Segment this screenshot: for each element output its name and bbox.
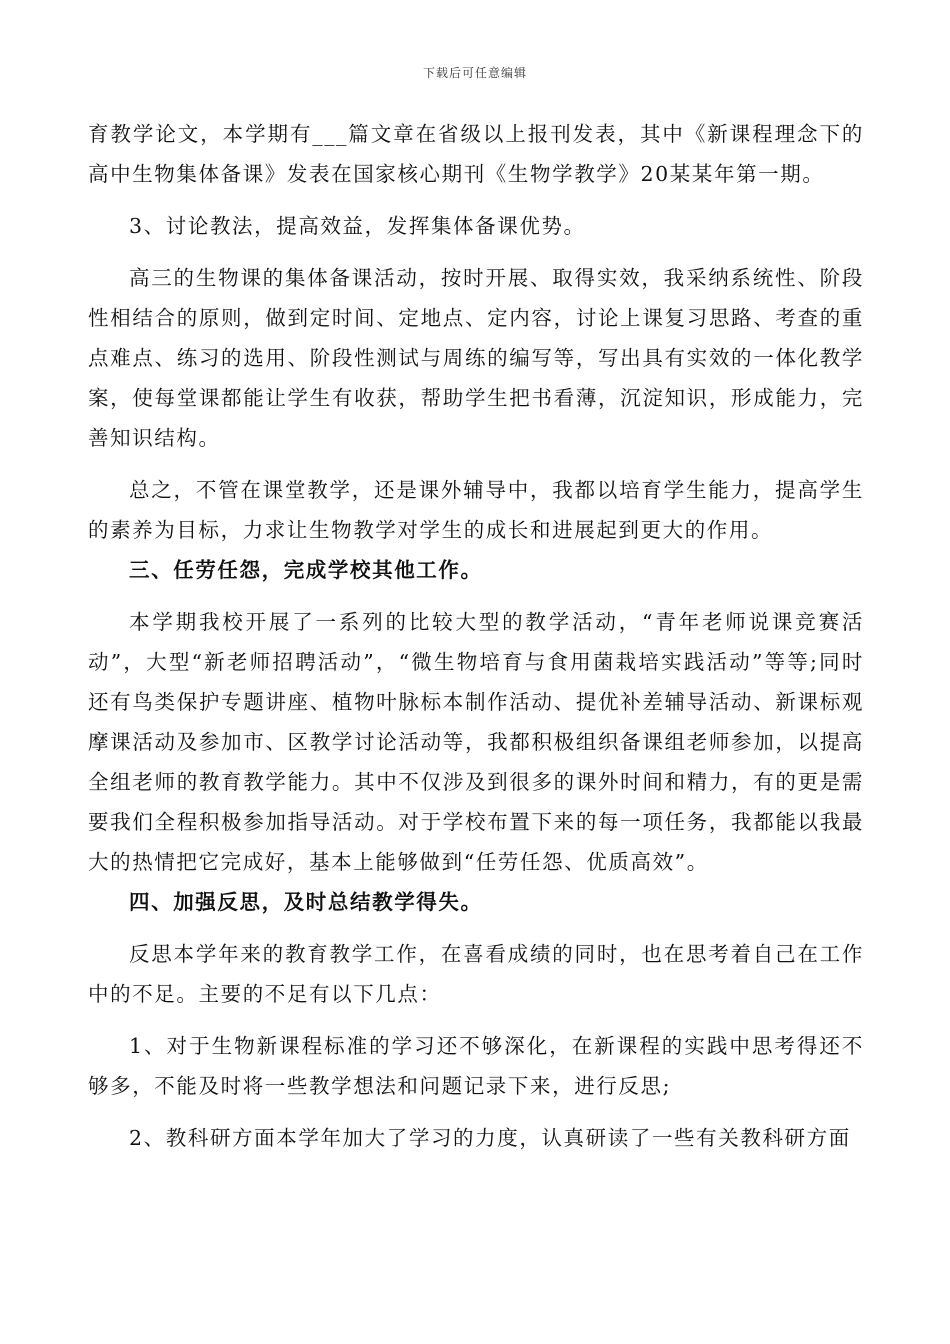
- page-header: 下载后可任意编辑: [422, 66, 527, 80]
- section-heading-3: 三、任劳任怨，完成学校其他工作。: [129, 558, 483, 582]
- paragraph-school-activities: 本学期我校开展了一系列的比较大型的教学活动，“青年老师说课竞赛活动”，大型“新老师招聘活动”，“微生物培育与食用菌栽培实践活动”等等;同时还有鸟类保护专题讲座、植物叶脉标本制作活动、提优补差辅导活动、新课标观摩课活动及参加市、区教学讨论活动等，我都积极组织备课组老师参加，以提高全组老师的教育教学能力。其中不仅涉及到很多的课外时间和精力，有的更是需要我们全程积极参加指导活动。对于学校布置下来的每一项任务，我都能以我最大的热情把它完成好，基本上能够做到“任劳任怨、优质高效”。: [88, 610, 864, 874]
- document-body: [88, 114, 864, 1158]
- paragraph-item-3: 3、讨论教法，提高效益，发挥集体备课优势。: [129, 214, 586, 238]
- section-heading-4: 四、加强反思，及时总结教学得失。: [129, 890, 483, 914]
- paragraph-reflection: 反思本学年来的教育教学工作，在喜看成绩的同时，也在思考着自己在工作中的不足。主要的不足有以下几点：: [88, 942, 864, 1006]
- paragraph-collective-prep: 高三的生物课的集体备课活动，按时开展、取得实效，我采纳系统性、阶段性相结合的原则，做到定时间、定地点、定内容，讨论上课复习思路、考查的重点难点、练习的选用、阶段性测试与周练的编写等，写出具有实效的一体化教学案，使每堂课都能让学生有收获，帮助学生把书看薄，沉淀知识，形成能力，完善知识结构。: [88, 266, 864, 450]
- paragraph-shortcoming-1: 1、对于生物新课程标准的学习还不够深化，在新课程的实践中思考得还不够多，不能及时将一些教学想法和问题记录下来，进行反思;: [88, 1034, 864, 1098]
- paragraph-shortcoming-2: 2、教科研方面本学年加大了学习的力度，认真研读了一些有关教科研方面: [129, 1126, 851, 1150]
- paragraph-summary: 总之，不管在课堂教学，还是课外辅导中，我都以培育学生能力，提高学生的素养为目标，力求让生物教学对学生的成长和进展起到更大的作用。: [88, 478, 864, 542]
- paragraph-continuation: 育教学论文，本学期有___篇文章在省级以上报刊发表，其中《新课程理念下的高中生物集体备课》发表在国家核心期刊《生物学教学》20某某年第一期。: [88, 122, 864, 186]
